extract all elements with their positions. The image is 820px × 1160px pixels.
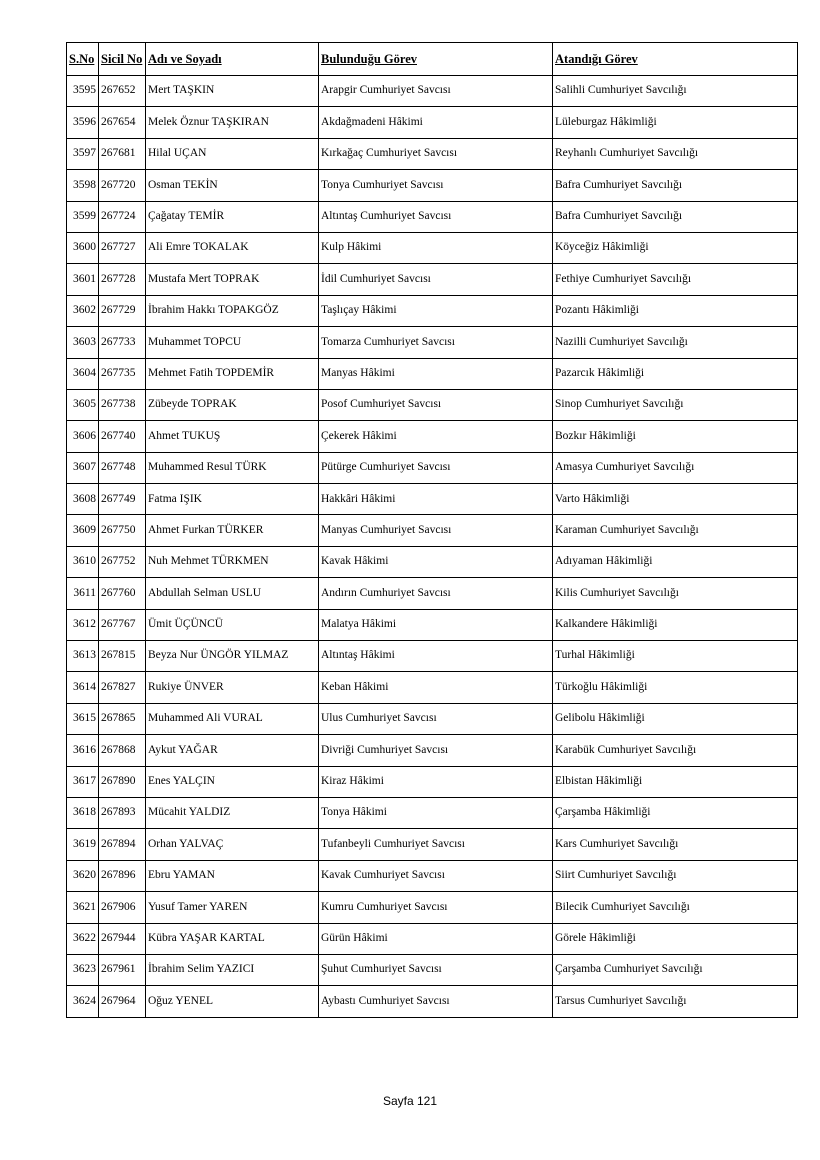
header-sno: S.No [67,43,99,76]
cell-sicil-no: 267815 [99,641,146,672]
cell-assigned-post: Görele Hâkimliği [553,923,798,954]
cell-sicil-no: 267748 [99,452,146,483]
table-row [67,389,798,420]
cell-sno: 3608 [67,484,99,515]
cell-sno: 3619 [67,829,99,860]
table-row [67,138,798,169]
cell-sicil-no: 267727 [99,232,146,263]
cell-sno: 3597 [67,138,99,169]
page-number: Sayfa 121 [382,1094,438,1108]
cell-current-post: Hakkâri Hâkimi [319,484,553,515]
cell-current-post: Kavak Hâkimi [319,546,553,577]
table-row [67,703,798,734]
cell-assigned-post: Siirt Cumhuriyet Savcılığı [553,860,798,891]
header-row [67,43,798,76]
cell-current-post: Kulp Hâkimi [319,232,553,263]
cell-name: Oğuz YENEL [146,986,319,1017]
cell-assigned-post: Pazarcık Hâkimliği [553,358,798,389]
header-sicil-no: Sicil No [99,43,146,76]
cell-name: Osman TEKİN [146,170,319,201]
table-row [67,201,798,232]
table-row [67,515,798,546]
cell-name: Çağatay TEMİR [146,201,319,232]
cell-name: Melek Öznur TAŞKIRAN [146,107,319,138]
cell-assigned-post: Pozantı Hâkimliği [553,295,798,326]
cell-sno: 3602 [67,295,99,326]
cell-name: Zübeyde TOPRAK [146,389,319,420]
cell-current-post: Taşlıçay Hâkimi [319,295,553,326]
cell-name: Muhammed Ali VURAL [146,703,319,734]
table-row [67,484,798,515]
cell-sno: 3613 [67,641,99,672]
table-row [67,295,798,326]
cell-assigned-post: Bafra Cumhuriyet Savcılığı [553,170,798,201]
cell-assigned-post: Salihli Cumhuriyet Savcılığı [553,76,798,107]
cell-sicil-no: 267681 [99,138,146,169]
cell-current-post: Gürün Hâkimi [319,923,553,954]
table-row [67,923,798,954]
cell-current-post: Kavak Cumhuriyet Savcısı [319,860,553,891]
cell-sno: 3605 [67,389,99,420]
table-row [67,546,798,577]
cell-name: Enes YALÇIN [146,766,319,797]
cell-name: Rukiye ÜNVER [146,672,319,703]
cell-assigned-post: Kilis Cumhuriyet Savcılığı [553,578,798,609]
cell-assigned-post: Fethiye Cumhuriyet Savcılığı [553,264,798,295]
cell-current-post: Kiraz Hâkimi [319,766,553,797]
cell-assigned-post: Nazilli Cumhuriyet Savcılığı [553,327,798,358]
cell-assigned-post: Kars Cumhuriyet Savcılığı [553,829,798,860]
cell-sno: 3618 [67,797,99,828]
cell-assigned-post: Karabük Cumhuriyet Savcılığı [553,735,798,766]
cell-sicil-no: 267740 [99,421,146,452]
cell-sno: 3620 [67,860,99,891]
cell-assigned-post: Varto Hâkimliği [553,484,798,515]
table-row [67,421,798,452]
cell-sicil-no: 267896 [99,860,146,891]
cell-sicil-no: 267865 [99,703,146,734]
cell-current-post: Pütürge Cumhuriyet Savcısı [319,452,553,483]
cell-sno: 3616 [67,735,99,766]
cell-assigned-post: Amasya Cumhuriyet Savcılığı [553,452,798,483]
cell-sno: 3598 [67,170,99,201]
cell-sicil-no: 267944 [99,923,146,954]
cell-name: Beyza Nur ÜNGÖR YILMAZ [146,641,319,672]
cell-sicil-no: 267827 [99,672,146,703]
cell-sno: 3610 [67,546,99,577]
cell-sicil-no: 267752 [99,546,146,577]
table-row [67,641,798,672]
cell-current-post: Tonya Cumhuriyet Savcısı [319,170,553,201]
cell-sno: 3599 [67,201,99,232]
cell-sno: 3607 [67,452,99,483]
cell-current-post: Divriği Cumhuriyet Savcısı [319,735,553,766]
table-row [67,609,798,640]
cell-sno: 3601 [67,264,99,295]
table-row [67,892,798,923]
cell-assigned-post: Karaman Cumhuriyet Savcılığı [553,515,798,546]
cell-name: Muhammet TOPCU [146,327,319,358]
cell-assigned-post: Sinop Cumhuriyet Savcılığı [553,389,798,420]
cell-name: Kübra YAŞAR KARTAL [146,923,319,954]
cell-assigned-post: Elbistan Hâkimliği [553,766,798,797]
cell-sno: 3623 [67,954,99,985]
cell-sicil-no: 267906 [99,892,146,923]
header-name: Adı ve Soyadı [146,43,319,76]
table-row [67,954,798,985]
cell-name: Aykut YAĞAR [146,735,319,766]
cell-name: Ahmet Furkan TÜRKER [146,515,319,546]
cell-sno: 3611 [67,578,99,609]
cell-sicil-no: 267894 [99,829,146,860]
cell-current-post: Malatya Hâkimi [319,609,553,640]
cell-name: Mert TAŞKIN [146,76,319,107]
cell-name: Hilal UÇAN [146,138,319,169]
cell-sicil-no: 267961 [99,954,146,985]
cell-sicil-no: 267964 [99,986,146,1017]
cell-assigned-post: Türkoğlu Hâkimliği [553,672,798,703]
cell-sno: 3622 [67,923,99,954]
cell-current-post: Posof Cumhuriyet Savcısı [319,389,553,420]
cell-sicil-no: 267733 [99,327,146,358]
cell-name: İbrahim Hakkı TOPAKGÖZ [146,295,319,326]
cell-sno: 3609 [67,515,99,546]
cell-assigned-post: Kalkandere Hâkimliği [553,609,798,640]
table-row [67,986,798,1017]
cell-current-post: Aybastı Cumhuriyet Savcısı [319,986,553,1017]
header-assigned-post: Atandığı Görev [553,43,798,76]
cell-sno: 3621 [67,892,99,923]
cell-sicil-no: 267893 [99,797,146,828]
header-current-post: Bulunduğu Görev [319,43,553,76]
cell-name: Mehmet Fatih TOPDEMİR [146,358,319,389]
cell-name: Abdullah Selman USLU [146,578,319,609]
cell-sno: 3614 [67,672,99,703]
cell-sno: 3624 [67,986,99,1017]
cell-sno: 3615 [67,703,99,734]
cell-sicil-no: 267868 [99,735,146,766]
cell-current-post: Tonya Hâkimi [319,797,553,828]
cell-sicil-no: 267724 [99,201,146,232]
cell-name: Ahmet TUKUŞ [146,421,319,452]
cell-current-post: Arapgir Cumhuriyet Savcısı [319,76,553,107]
cell-sno: 3612 [67,609,99,640]
cell-sicil-no: 267767 [99,609,146,640]
cell-name: Ali Emre TOKALAK [146,232,319,263]
cell-assigned-post: Çarşamba Hâkimliği [553,797,798,828]
cell-current-post: Altıntaş Cumhuriyet Savcısı [319,201,553,232]
cell-sicil-no: 267749 [99,484,146,515]
cell-assigned-post: Reyhanlı Cumhuriyet Savcılığı [553,138,798,169]
cell-sicil-no: 267728 [99,264,146,295]
cell-name: Mücahit YALDIZ [146,797,319,828]
table-row [67,766,798,797]
cell-name: Nuh Mehmet TÜRKMEN [146,546,319,577]
cell-name: Fatma IŞIK [146,484,319,515]
table-row [67,327,798,358]
cell-sicil-no: 267890 [99,766,146,797]
cell-sicil-no: 267760 [99,578,146,609]
cell-sicil-no: 267735 [99,358,146,389]
cell-sicil-no: 267750 [99,515,146,546]
cell-assigned-post: Gelibolu Hâkimliği [553,703,798,734]
table-row [67,232,798,263]
cell-name: Ebru YAMAN [146,860,319,891]
cell-current-post: Andırın Cumhuriyet Savcısı [319,578,553,609]
cell-assigned-post: Bilecik Cumhuriyet Savcılığı [553,892,798,923]
assignment-table [66,42,798,1018]
cell-current-post: Kırkağaç Cumhuriyet Savcısı [319,138,553,169]
cell-sno: 3617 [67,766,99,797]
cell-sicil-no: 267738 [99,389,146,420]
cell-current-post: Altıntaş Hâkimi [319,641,553,672]
cell-assigned-post: Bozkır Hâkimliği [553,421,798,452]
table-row [67,735,798,766]
cell-current-post: Çekerek Hâkimi [319,421,553,452]
cell-sno: 3595 [67,76,99,107]
cell-assigned-post: Çarşamba Cumhuriyet Savcılığı [553,954,798,985]
cell-sicil-no: 267652 [99,76,146,107]
cell-sno: 3606 [67,421,99,452]
cell-current-post: Keban Hâkimi [319,672,553,703]
cell-name: İbrahim Selim YAZICI [146,954,319,985]
cell-name: Yusuf Tamer YAREN [146,892,319,923]
table-row [67,860,798,891]
table-row [67,107,798,138]
cell-sicil-no: 267654 [99,107,146,138]
cell-assigned-post: Turhal Hâkimliği [553,641,798,672]
cell-sno: 3603 [67,327,99,358]
cell-assigned-post: Adıyaman Hâkimliği [553,546,798,577]
cell-sno: 3604 [67,358,99,389]
cell-sicil-no: 267729 [99,295,146,326]
cell-name: Ümit ÜÇÜNCÜ [146,609,319,640]
cell-assigned-post: Bafra Cumhuriyet Savcılığı [553,201,798,232]
cell-current-post: Kumru Cumhuriyet Savcısı [319,892,553,923]
cell-name: Mustafa Mert TOPRAK [146,264,319,295]
cell-current-post: İdil Cumhuriyet Savcısı [319,264,553,295]
table-row [67,358,798,389]
table-row [67,264,798,295]
cell-current-post: Tufanbeyli Cumhuriyet Savcısı [319,829,553,860]
table-row [67,578,798,609]
table-row [67,76,798,107]
cell-sno: 3596 [67,107,99,138]
table-row [67,452,798,483]
cell-assigned-post: Tarsus Cumhuriyet Savcılığı [553,986,798,1017]
table-row [67,797,798,828]
cell-current-post: Tomarza Cumhuriyet Savcısı [319,327,553,358]
cell-current-post: Manyas Cumhuriyet Savcısı [319,515,553,546]
cell-sicil-no: 267720 [99,170,146,201]
cell-current-post: Manyas Hâkimi [319,358,553,389]
cell-name: Orhan YALVAÇ [146,829,319,860]
cell-current-post: Ulus Cumhuriyet Savcısı [319,703,553,734]
cell-assigned-post: Lüleburgaz Hâkimliği [553,107,798,138]
table-row [67,672,798,703]
table-row [67,170,798,201]
table-row [67,829,798,860]
cell-current-post: Akdağmadeni Hâkimi [319,107,553,138]
cell-current-post: Şuhut Cumhuriyet Savcısı [319,954,553,985]
cell-sno: 3600 [67,232,99,263]
cell-name: Muhammed Resul TÜRK [146,452,319,483]
cell-assigned-post: Köyceğiz Hâkimliği [553,232,798,263]
